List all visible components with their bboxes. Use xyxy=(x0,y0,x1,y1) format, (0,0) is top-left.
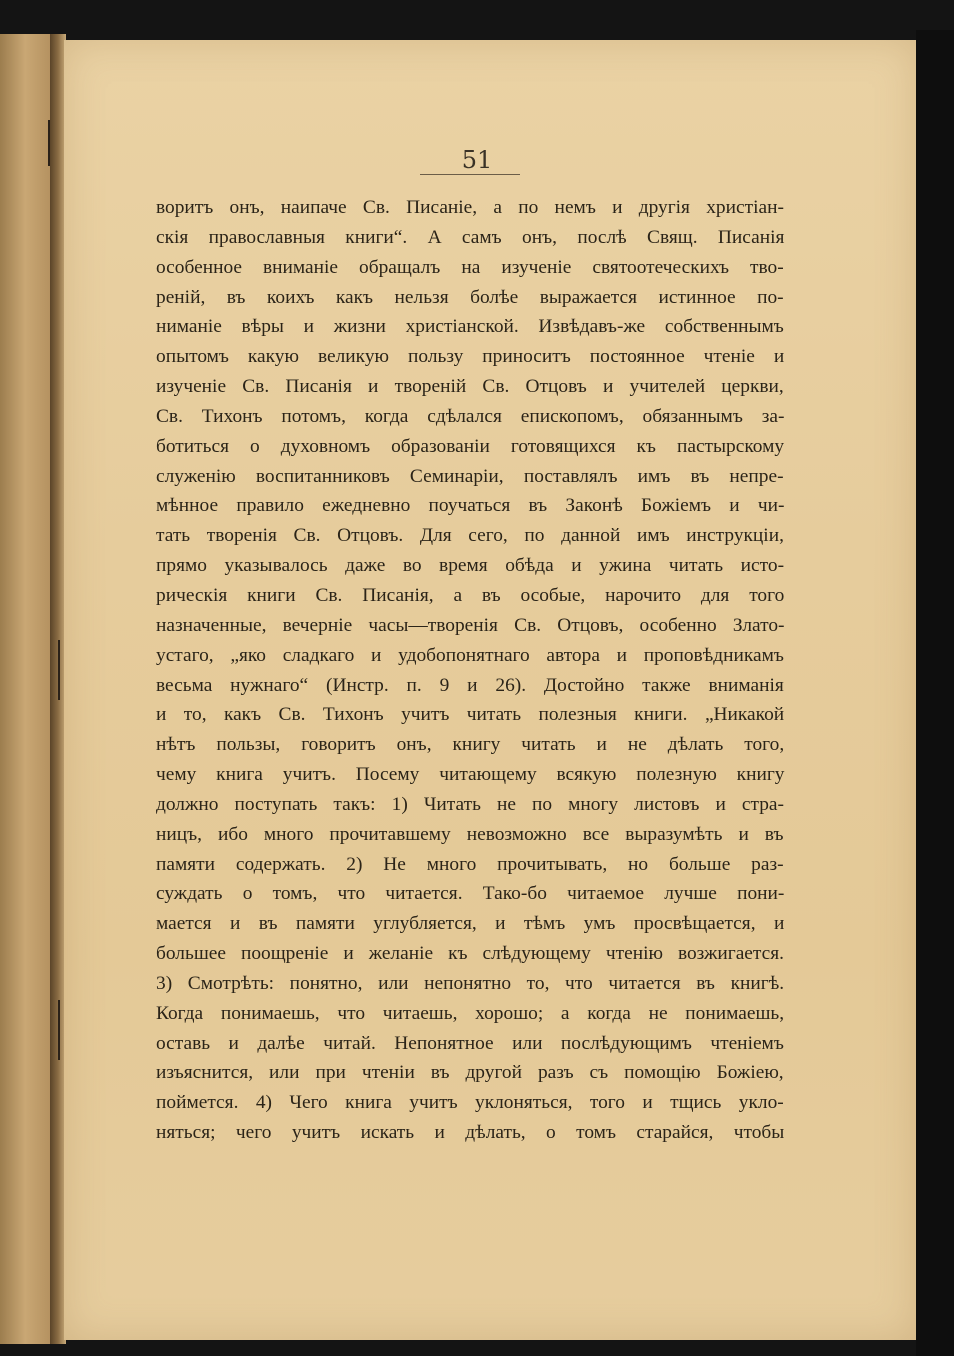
page-number: 51 xyxy=(461,146,493,174)
text-line: воритъ онъ, наипаче Св. Писаніе, а по немъ и другія христіан- xyxy=(156,197,784,218)
text-line: устаго, „яко сладкаго и удобопонятнаго автора и проповѣдникамъ xyxy=(156,644,784,666)
text-line: чему книга учитъ. Посему читающему всякую полезную книгу xyxy=(156,764,785,786)
text-line: Св. Тихонъ потомъ, когда сдѣлался епископомъ, обязаннымъ за- xyxy=(156,405,785,427)
text-line: 3) Смотрѣть: понятно, или непонятно то, что читается въ книгѣ. xyxy=(156,972,785,994)
page-number-rule xyxy=(420,174,520,175)
text-line: и то, какъ Св. Тихонъ учитъ читать полезныя книги. „Никакой xyxy=(156,704,785,726)
text-line: прямо указывалось даже во время обѣда и ужина читать исто- xyxy=(156,555,785,577)
text-line: няться; чего учитъ искать и дѣлать, о томъ старайся, чтобы xyxy=(156,1122,785,1144)
text-line: изученіе Св. Писанія и твореній Св. Отцовъ и учителей церкви, xyxy=(156,376,784,398)
text-line: памяти содержать. 2) Не много прочитывать, но больше раз- xyxy=(156,853,784,875)
gutter-mark xyxy=(58,1000,60,1060)
text-line: опытомъ какую великую пользу приноситъ постоянное чтеніе и xyxy=(156,346,785,368)
text-line: служенію воспитанниковъ Семинаріи, поставлялъ имъ въ непре- xyxy=(156,465,784,487)
text-line: оставь и далѣе читай. Непонятное или послѣдующимъ чтеніемъ xyxy=(156,1032,784,1054)
text-line: реній, въ коихъ какъ нельзя болѣе выражается истинное по- xyxy=(156,286,784,308)
text-line: Когда понимаешь, что читаешь, хорошо; а когда не понимаешь, xyxy=(156,1002,785,1024)
text-line: суждать о томъ, что читается. Тако-бо читаемое лучше пони- xyxy=(156,883,785,905)
facing-page-edge xyxy=(0,34,56,1344)
page-body-text xyxy=(156,193,784,1148)
text-line: весьма нужнаго“ (Инстр. п. 9 и 26). Достойно также вниманія xyxy=(156,674,784,696)
text-line: должно поступать такъ: 1) Читать не по многу листовъ и стра- xyxy=(156,793,784,815)
text-line: ботиться о духовномъ образованіи готовящихся къ пастырскому xyxy=(156,435,785,457)
gutter-mark xyxy=(58,640,60,700)
text-line: нѣтъ пользы, говоритъ онъ, книгу читать и не дѣлать того, xyxy=(156,734,785,756)
text-line: поймется. 4) Чего книга учитъ уклоняться, того и тщись укло- xyxy=(156,1092,784,1114)
text-line: назначенные, вечерніе часы—творенія Св. Отцовъ, особенно Злато- xyxy=(156,614,785,636)
scan-background xyxy=(916,30,954,1356)
text-line: скія православныя книги“. А самъ онъ, послѣ Свящ. Писанія xyxy=(156,226,785,248)
text-line: большее поощреніе и желаніе къ слѣдующему чтенію возжигается. xyxy=(156,943,784,965)
text-line: особенное вниманіе обращалъ на изученіе святоотеческихъ тво- xyxy=(156,256,784,278)
text-line: ницъ, ибо много прочитавшему невозможно все выразумѣть и въ xyxy=(156,823,784,845)
text-line: изъяснится, или при чтеніи въ другой разъ съ помощію Божіею, xyxy=(156,1062,784,1084)
text-line: рическія книги Св. Писанія, а въ особые, нарочито для того xyxy=(156,584,785,606)
gutter-mark xyxy=(48,120,50,166)
text-line: мается и въ памяти углубляется, и тѣмъ умъ просвѣщается, и xyxy=(156,913,785,935)
text-line: тать творенія Св. Отцовъ. Для сего, по данной имъ инструкціи, xyxy=(156,525,784,547)
text-line: мѣнное правило ежедневно поучаться въ Законѣ Божіемъ и чи- xyxy=(156,495,785,517)
text-line: ниманіе вѣры и жизни христіанской. Извѣдавъ-же собственнымъ xyxy=(156,316,784,338)
